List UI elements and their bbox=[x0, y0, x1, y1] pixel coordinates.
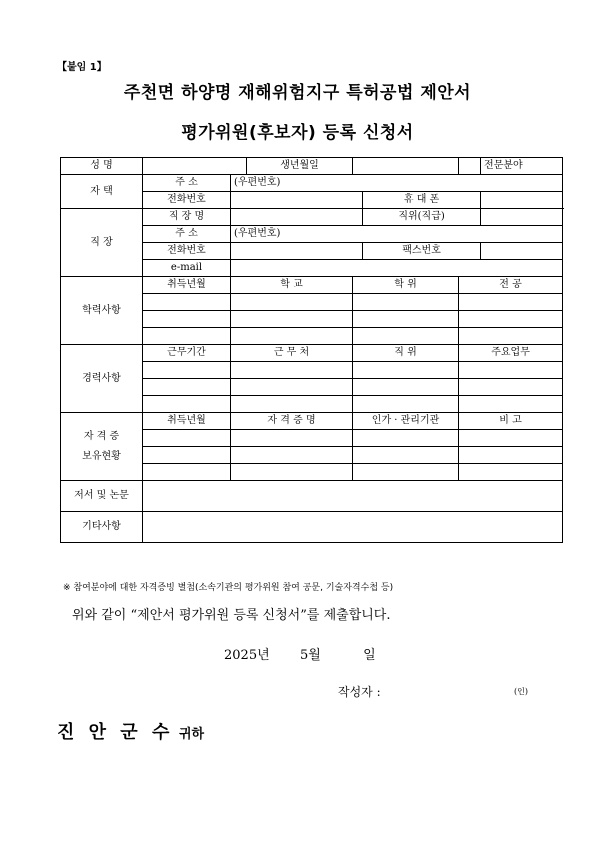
cert-cell[interactable] bbox=[143, 464, 231, 481]
career-cell[interactable] bbox=[459, 379, 563, 396]
cert-header-name: 자 격 증 명 bbox=[231, 413, 353, 430]
education-cell[interactable] bbox=[459, 328, 563, 345]
home-address-label: 주 소 bbox=[143, 175, 231, 192]
home-label: 자 택 bbox=[61, 175, 143, 209]
career-header-workplace: 근 무 처 bbox=[231, 345, 353, 362]
position-label: 직위(직급) bbox=[363, 209, 481, 226]
work-phone-value[interactable] bbox=[231, 243, 363, 260]
declaration-text: 위와 같이 “제안서 평가위원 등록 신청서”를 제출합니다. bbox=[72, 608, 391, 623]
addressee bbox=[57, 718, 204, 744]
date-day: 일 bbox=[363, 648, 376, 663]
document-title: 주천면 하양명 재해위험지구 특허공법 제안서 bbox=[123, 83, 472, 103]
career-cell[interactable] bbox=[459, 362, 563, 379]
career-label: 경력사항 bbox=[61, 345, 143, 413]
work-zip-hint: (우편번호) bbox=[234, 228, 281, 239]
education-header-date: 취득년월 bbox=[143, 277, 231, 294]
cert-header-date: 취득년월 bbox=[143, 413, 231, 430]
career-cell[interactable] bbox=[353, 396, 459, 413]
education-cell[interactable] bbox=[459, 294, 563, 311]
attachment-label: 【붙임 1】 bbox=[57, 62, 107, 73]
attachment-note: ※ 참여분야에 대한 자격증빙 별첨(소속기관의 평가위원 참여 공문, 기술자격수첩 등) bbox=[63, 583, 394, 593]
papers-value[interactable] bbox=[143, 481, 563, 512]
education-cell[interactable] bbox=[231, 311, 353, 328]
cert-header-remarks: 비 고 bbox=[459, 413, 563, 430]
position-value[interactable] bbox=[481, 209, 563, 226]
career-header-duties: 주요업무 bbox=[459, 345, 563, 362]
education-cell[interactable] bbox=[353, 294, 459, 311]
career-cell[interactable] bbox=[353, 362, 459, 379]
career-cell[interactable] bbox=[143, 396, 231, 413]
addressee-name: 진 안 군 수 bbox=[57, 722, 174, 743]
other-label: 기타사항 bbox=[61, 512, 143, 543]
education-cell[interactable] bbox=[143, 294, 231, 311]
cert-header-authority: 인가 · 관리기관 bbox=[353, 413, 459, 430]
birth-value[interactable] bbox=[353, 158, 459, 175]
education-cell[interactable] bbox=[143, 328, 231, 345]
education-cell[interactable] bbox=[353, 311, 459, 328]
email-value[interactable] bbox=[231, 260, 563, 277]
career-cell[interactable] bbox=[231, 379, 353, 396]
home-zip-hint: (우편번호) bbox=[234, 177, 281, 188]
email-label: e-mail bbox=[143, 260, 231, 277]
cert-cell[interactable] bbox=[231, 447, 353, 464]
education-cell[interactable] bbox=[231, 294, 353, 311]
addressee-suffix: 귀하 bbox=[178, 727, 205, 742]
cert-cell[interactable] bbox=[353, 430, 459, 447]
company-label: 직 장 명 bbox=[143, 209, 231, 226]
fax-label: 팩스번호 bbox=[363, 243, 481, 260]
work-address-value[interactable] bbox=[231, 226, 563, 243]
date-month: 5월 bbox=[299, 648, 321, 663]
seal-label: (인) bbox=[514, 687, 528, 696]
career-cell[interactable] bbox=[143, 379, 231, 396]
company-value[interactable] bbox=[231, 209, 363, 226]
career-cell[interactable] bbox=[231, 396, 353, 413]
cert-cell[interactable] bbox=[143, 430, 231, 447]
other-value[interactable] bbox=[143, 512, 563, 543]
education-cell[interactable] bbox=[353, 328, 459, 345]
career-header-period: 근무기간 bbox=[143, 345, 231, 362]
cert-label-line2: 보유현황 bbox=[82, 450, 121, 462]
education-header-school: 학 교 bbox=[231, 277, 353, 294]
field-label-cell bbox=[459, 158, 481, 175]
education-cell[interactable] bbox=[459, 311, 563, 328]
mobile-value[interactable] bbox=[481, 192, 563, 209]
cert-label-line1: 자 격 증 bbox=[83, 430, 120, 442]
mobile-label: 휴 대 폰 bbox=[363, 192, 481, 209]
writer-label: 작성자 : bbox=[338, 685, 381, 699]
application-form-table bbox=[60, 157, 563, 543]
education-header-degree: 학 위 bbox=[353, 277, 459, 294]
home-address-value[interactable] bbox=[231, 175, 563, 192]
field-value[interactable] bbox=[481, 158, 563, 175]
cert-cell[interactable] bbox=[459, 430, 563, 447]
career-cell[interactable] bbox=[231, 362, 353, 379]
career-cell[interactable] bbox=[143, 362, 231, 379]
cert-cell[interactable] bbox=[353, 447, 459, 464]
work-address-label: 주 소 bbox=[143, 226, 231, 243]
home-phone-value[interactable] bbox=[231, 192, 363, 209]
education-label: 학력사항 bbox=[61, 277, 143, 345]
cert-cell[interactable] bbox=[459, 447, 563, 464]
home-phone-label: 전화번호 bbox=[143, 192, 231, 209]
career-cell[interactable] bbox=[459, 396, 563, 413]
fax-value[interactable] bbox=[481, 243, 563, 260]
cert-cell[interactable] bbox=[353, 464, 459, 481]
name-label: 성 명 bbox=[61, 158, 143, 175]
cert-cell[interactable] bbox=[143, 447, 231, 464]
career-header-position: 직 위 bbox=[353, 345, 459, 362]
work-phone-label: 전화번호 bbox=[143, 243, 231, 260]
date-year: 2025년 bbox=[224, 648, 270, 663]
education-cell[interactable] bbox=[143, 311, 231, 328]
education-header-major: 전 공 bbox=[459, 277, 563, 294]
cert-cell[interactable] bbox=[231, 464, 353, 481]
career-cell[interactable] bbox=[353, 379, 459, 396]
birth-label: 생년월일 bbox=[247, 158, 353, 175]
submission-date bbox=[224, 644, 376, 663]
cert-label bbox=[61, 413, 143, 481]
document-subtitle: 평가위원(후보자) 등록 신청서 bbox=[181, 123, 414, 143]
name-value[interactable] bbox=[143, 158, 247, 175]
field-label: 전문분야 bbox=[484, 160, 523, 171]
papers-label: 저서 및 논문 bbox=[61, 481, 143, 512]
cert-cell[interactable] bbox=[231, 430, 353, 447]
education-cell[interactable] bbox=[231, 328, 353, 345]
work-label: 직 장 bbox=[61, 209, 143, 277]
cert-cell[interactable] bbox=[459, 464, 563, 481]
